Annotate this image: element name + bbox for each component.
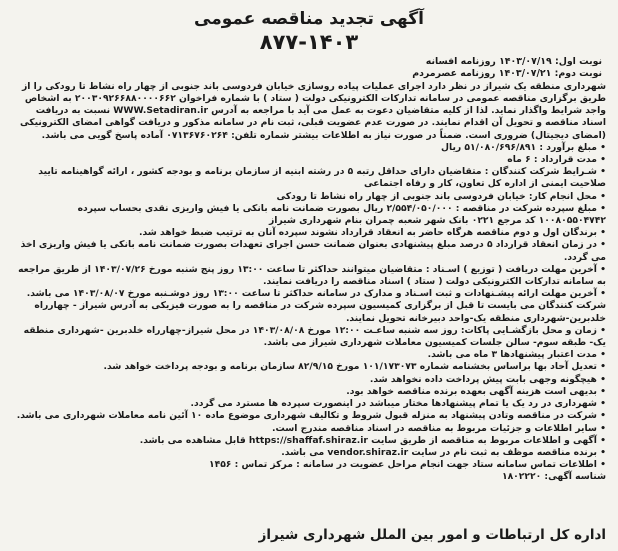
- notice-number: ۸۷۷-۱۴۰۳: [259, 30, 359, 54]
- list-item: • سایر اطلاعات و جزئیات مربوط به مناقصه در اسناد مناقصه مندرج است.: [272, 422, 606, 434]
- list-item: • زمان و محل بازگشـایی پاکات: روز سه شنبه ساعـت ۱۲:۰۰ مورخ ۱۴۰۳/۰۸/۰۸ در محل شیراز-چهارراه خلدبرین -شهرداری منطقه یک- طبقه سوم- سالن جلسات کمیسیون معاملات شهرداری شیراز می باشد.: [23, 324, 606, 349]
- list-item: • شرکت در مناقصه وتادن پیشنهاد به منزله قبول شروط و تکالیف شهرداری موضوع ماده ۱۰ آئین نامه معاملات شهرداری می باشد.: [16, 410, 606, 422]
- list-item: • در زمان انعقاد قرارداد ۵ درصد مبلغ پیشنهادی بعنوان ضمانت حسن اجرای تعهدات بصورت ضمانت نامه بانکی یا فیش واریزی اخذ می گردد.: [20, 239, 606, 263]
- list-item: • برندگان اول و دوم مناقصه هرگاه حاضر به انعقاد قرارداد نشوند سپرده آنان به ترتیب ضبط خواهد شد.: [139, 227, 606, 239]
- notice-title: آگهی تجدید مناقصه عمومی: [194, 9, 424, 29]
- list-item: • تعدیل آحاد بها براساس بخشنامه شماره ۱۰۱/۱۷۳۰۷۳ مورخ ۸۲/۹/۱۵ سازمان برنامه و بودجه پرداخت خواهد شد.: [103, 361, 606, 373]
- list-item: • آخرین مهلت ارائه پیشـنهادات و ثبت اسـناد و مدارک در سامانه حداکثر تا ساعت ۱۳:۰۰ روز دوشـنبه مورخ ۱۴۰۳/۰۸/۰۷ می باشد. شرکت کنندگان می بایست تا قبل از برگزاری کمیسیون سپرده شرکت در مناقصه را به صورت فیزیکی به آدرس شیراز - چهارراه خلدبرین-شهرداری منطقه یک-واحد دبیرخانه تحویل نمایند.: [26, 288, 606, 324]
- list-item: • محل انجام کار: خیابان فردوسی باند جنوبی از چهار راه نشاط تا رودکی: [276, 190, 606, 202]
- notice-body: [12, 81, 606, 484]
- notice-id: شناسه آگهی: ۱۸۰۲۲۲۰: [501, 471, 606, 483]
- second-publication: نوبت دوم: ۱۴۰۳/۰۷/۲۱ روزنامه عصرمردم: [412, 68, 602, 80]
- list-item: • مبلغ برآورد : ۵۱/۰۸۰/۶۹۶/۸۹۱ ریال: [441, 141, 606, 153]
- first-publication: نوبت اول: ۱۴۰۳/۰۷/۱۹ روزنامه افسانه: [425, 56, 602, 67]
- list-item: • آخرین مهلت دریافت ( توزیع ) اسـناد : متقاضیان میتوانند حداکثر تا ساعت ۱۳:۰۰ روز پنج شنبه مورخ ۱۴۰۳/۰۷/۲۶ از طریق مراجعه به سامانه تدارکات الکترونیکی دولت ( ستاد ) اسناد مناقصه را دریافت نمایند.: [18, 263, 606, 288]
- issuer-footer: اداره کل ارتباطات و امور بین الملل شهرداری شیراز: [258, 527, 606, 543]
- list-item: • شهرداری در رد یک یا تمام پیشنهادها مختار میباشد در اینصورت سپرده ها مسترد می گردد.: [190, 398, 606, 410]
- intro-paragraph: شهرداری منطقه یک شیراز در نظر دارد اجرای عملیات پیاده روسازی خیابان فردوسی باند جنوبی از چهار راه نشاط تا رودکی را از طریق برگزاری مناقصه عمومی در سامانه تدارکات الکترونیکی دولت ( ستاد ) با شماره فراخوان ۲۰۰۳۰۹۲۶۶۸۸۰۰۰۰۶۶۲ به اشخاص واجد شرایط واگذار نماید. لذا از کلیه متقاضیان دعوت به عمل می آید با مراجعه به آدرس WWW.Setadiran.ir نسبت به دریافت اسناد مناقصه و تحویل آن اقدام نمایند. در صورت عدم عضویت قبلی، ثبت نام در سامانه مذکور و دریافت گواهی امضای الکترونیکی (امضای دیجیتال) ضروری است. ضمناً در صورت نیاز به اطلاعات بیشتر شماره تلفن: ۰۷۱۳۶۷۶۰۲۶۴ آماده پاسخ گویی می باشد.: [19, 80, 606, 141]
- list-item: • مدت اعتبار پیشنهادها ۳ ماه می باشد.: [427, 349, 606, 361]
- list-item: • شـرایط شرکت کنندگان : متقاضیان دارای حداقل رتبه ۵ در رشته ابنیه از سازمان برنامه و بودجه کشور ، ارائه گواهینامه تایید صلاحیت ایمنی از اداره کل تعاون، کار و رفاه اجتماعی: [38, 166, 606, 190]
- list-item: • هیچگونه وجهی بابت پیش پرداخت داده نخواهد شد.: [369, 373, 606, 385]
- list-item: • برنده مناقصه موظف به ثبت نام در سایت vendor.shiraz.ir می باشد.: [281, 446, 606, 458]
- list-item: • مبلغ سپرده شرکت در مناقصه : ۲/۵۵۴/۰۵۰/۰۰۰ ریال بصورت ضمانت نامه بانکی یا فیش واریزی نقدی بحساب سپرده ۱۰۰۸۰۵۵۰۴۷۴۲ کد مرجع ۰۲۲۱ بانک شهر شعبه چمران بنام شهرداری شیراز: [77, 202, 606, 227]
- list-item: • آگهی و اطلاعات مربوط به مناقصه از طریق سایت https://shaffaf.shiraz.ir قابل مشاهده می باشد.: [139, 434, 606, 446]
- publication-dates: [12, 56, 606, 81]
- list-item: • اطلاعات تماس سامانه ستاد جهت انجام مراحل عضویت در سامانه : مرکز تماس : ۱۴۵۶: [208, 459, 606, 471]
- list-item: • مدت قرارداد : ۶ ماه: [507, 154, 606, 166]
- list-item: • بدیهی است هزینه آگهی بعهده برنده مناقصه خواهد بود.: [346, 385, 606, 397]
